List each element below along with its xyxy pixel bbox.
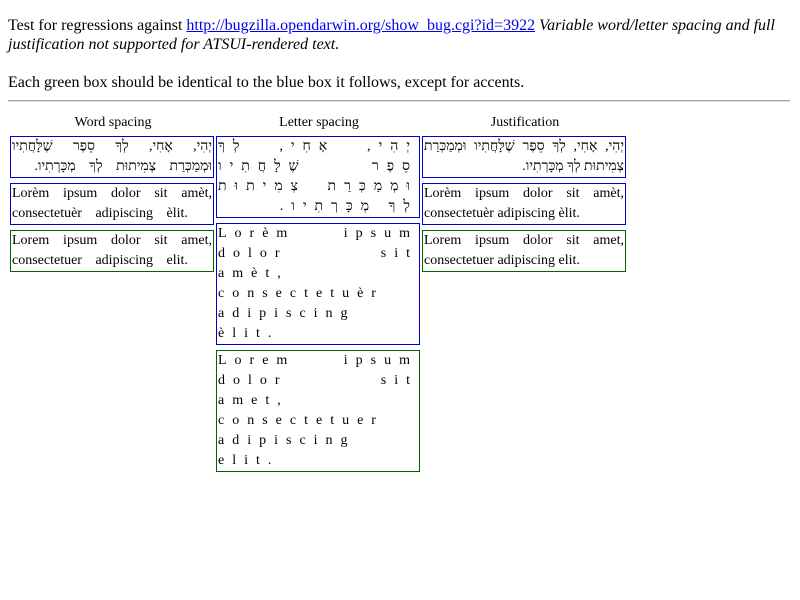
divider: [8, 100, 790, 102]
word-spacing-hebrew-box: יְהִי, אָחִי, לְךָ סֵפֶר שֶׁלָּחֲתִיו וּמְמַכְּרַת צְמִיתוּת לְךָ מְכָּרְתִיו.: [10, 136, 214, 178]
intro-prefix: Test for regressions against: [8, 17, 187, 34]
word-spacing-column: [10, 113, 216, 277]
justification-plain-box: Lorem ipsum dolor sit amet, consectetuer adipiscing elit.: [422, 230, 626, 272]
letter-spacing-accented-box: Lorèm ipsum dolor sit amèt, consectetuèr adipiscing èlit.: [216, 223, 420, 345]
word-spacing-plain-box: Lorem ipsum dolor sit amet, consectetuer adipiscing elit.: [10, 230, 214, 272]
justification-accented-box: Lorèm ipsum dolor sit amèt, consectetuèr adipiscing èlit.: [422, 183, 626, 225]
word-spacing-accented-box: Lorèm ipsum dolor sit amèt, consectetuèr adipiscing èlit.: [10, 183, 214, 225]
word-spacing-heading: Word spacing: [74, 115, 152, 130]
intro-paragraph: [8, 16, 792, 54]
justification-hebrew-box: יְהִי, אָחִי, לְךָ סֵפֶר שֶׁלָּחֲתִיו וּמְמַכְּרַת צְמִיתוּת לְךָ מְכָּרְתִיו.: [422, 136, 626, 178]
letter-spacing-column: [216, 113, 422, 477]
bug-link[interactable]: http://bugzilla.opendarwin.org/show_bug.cgi?id=3922: [186, 17, 536, 34]
justification-heading: Justification: [490, 115, 560, 130]
letter-spacing-heading: Letter spacing: [279, 115, 359, 130]
instruction-text: Each green box should be identical to the blue box it follows, except for accents.: [8, 74, 525, 91]
intro-italic: Variable word/letter spacing and full justification not supported for ATSUI-rendered text.: [8, 17, 775, 53]
letter-spacing-plain-box: Lorem ipsum dolor sit amet, consectetuer adipiscing elit.: [216, 350, 420, 472]
justification-column: [422, 113, 628, 277]
letter-spacing-hebrew-box: יְהִי, אָחִי, לְךָ סֵפֶר שֶׁלָּחֲתִיו וּמְמַכְּרַת צְמִיתוּת לְךָ מְכָּרְתִיו.: [216, 136, 420, 218]
